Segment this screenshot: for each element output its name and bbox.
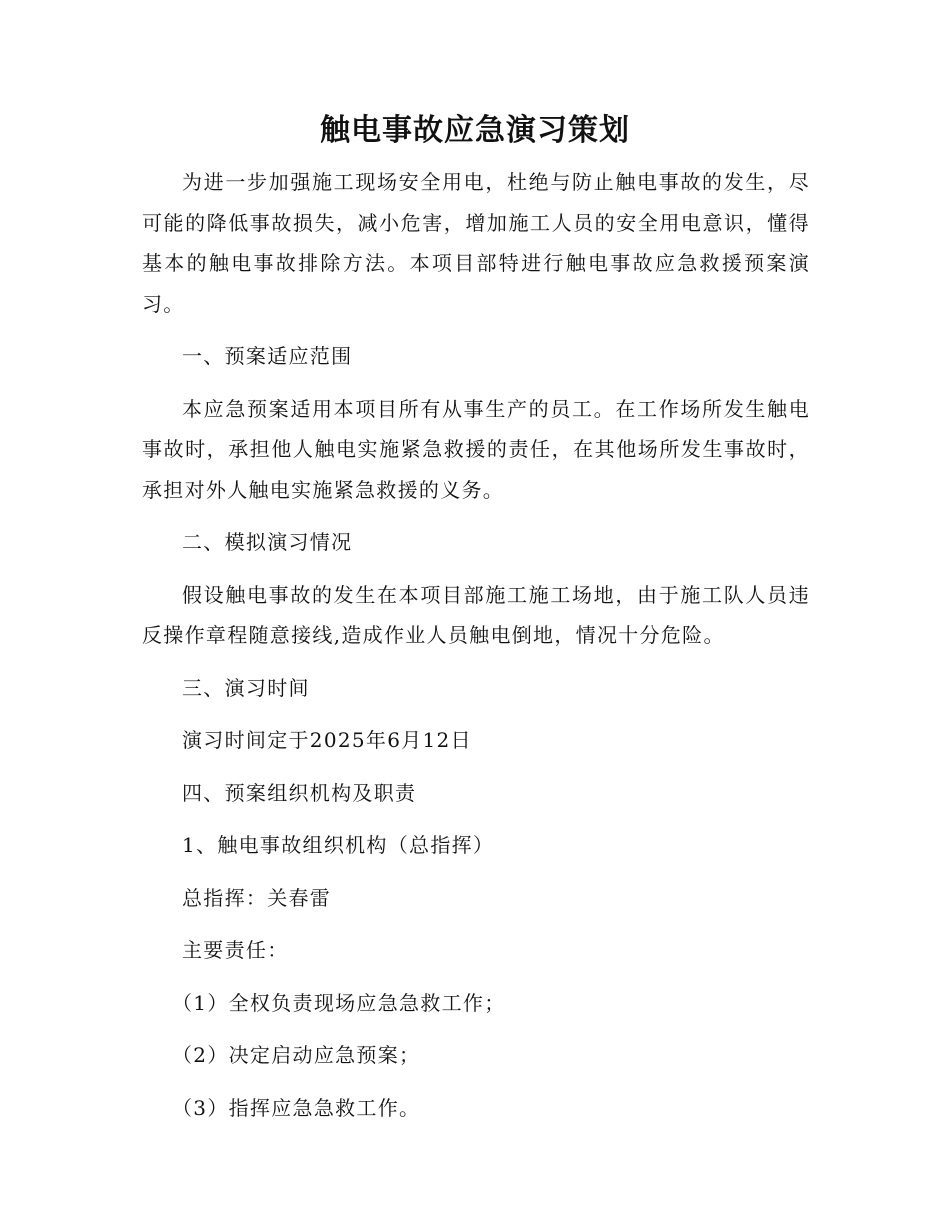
- document-title: 触电事故应急演习策划: [320, 113, 630, 148]
- section-heading-scope: 一、预案适应范围: [182, 344, 353, 368]
- duty-item-3: （3）指挥应急急救工作。: [172, 1095, 421, 1120]
- section-heading-simulation: 二、模拟演习情况: [182, 530, 353, 554]
- scope-paragraph: 本应急预案适用本项目所有从事生产的员工。在工作场所发生触电事故时，承担他人触电实施紧急救援的责任，在其他场所发生事故时，承担对外人触电实施紧急救援的义务。: [142, 396, 810, 502]
- intro-paragraph: 为进一步加强施工现场安全用电，杜绝与防止触电事故的发生，尽可能的降低事故损失，减小危害，增加施工人员的安全用电意识，懂得基本的触电事故排除方法。本项目部特进行触电事故应急救援预案演习。: [142, 170, 810, 316]
- duty-item-2: （2）决定启动应急预案；: [172, 1043, 421, 1067]
- duty-item-1: （1）全权负责现场应急急救工作；: [172, 990, 506, 1015]
- section-heading-organization: 四、预案组织机构及职责: [182, 780, 417, 805]
- section-heading-time: 三、演习时间: [182, 675, 310, 700]
- document-body: [142, 162, 810, 1128]
- drill-time-text: 演习时间定于2025年6月12日: [182, 728, 472, 752]
- commander-line: 总指挥：关春雷: [182, 885, 332, 910]
- duties-label: 主要责任：: [182, 938, 289, 962]
- simulation-paragraph: 假设触电事故的发生在本项目部施工施工场地，由于施工队人员违反操作章程随意接线,造成作业人员触电倒地，情况十分危险。: [142, 582, 810, 647]
- subsection-heading-structure: 1、触电事故组织机构（总指挥）: [182, 833, 495, 857]
